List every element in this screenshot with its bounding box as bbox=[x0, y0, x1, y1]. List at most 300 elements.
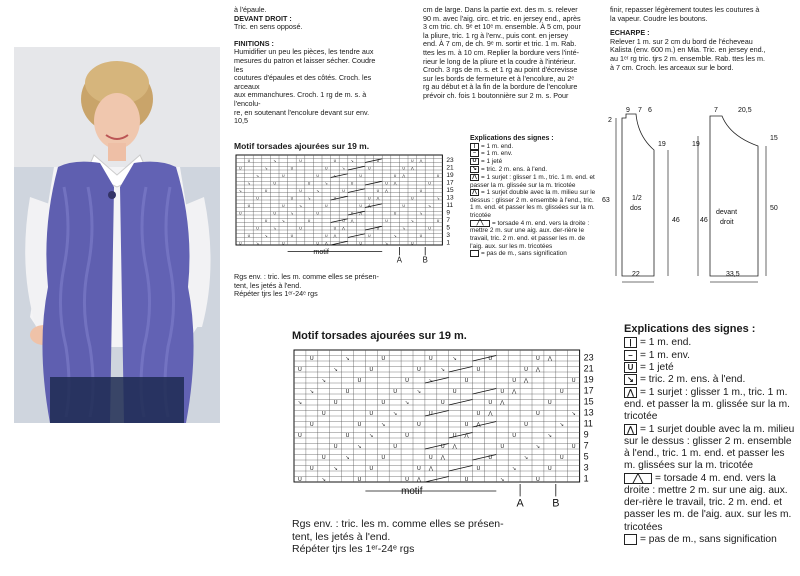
stitch-mark: U bbox=[464, 378, 469, 385]
large-legend bbox=[624, 323, 796, 546]
dim-label: 20,5 bbox=[738, 107, 752, 114]
legend-text: = 1 surjet double avec la m. milieu sur le dessus : glisser 2 m. ensemble à l'end., tric. 1 m. end. et passer les m. glissées sur la m. tricotée bbox=[470, 189, 596, 220]
legend-item bbox=[470, 220, 598, 251]
stitch-mark: U bbox=[367, 166, 371, 171]
stitch-mark: U bbox=[428, 411, 433, 418]
stitch-mark: ↘ bbox=[256, 241, 259, 246]
legend-text: = torsade 4 m. end. vers la droite : mettre 2 m. sur une aig. aux. der-rière le travail, tric. 2 m. end. et passer les m. de l'aig. aux. sur les m. tricotées bbox=[624, 472, 792, 533]
row-number: 19 bbox=[583, 374, 594, 385]
stitch-mark: ⋀ bbox=[333, 233, 337, 238]
stitch-mark: U bbox=[464, 422, 469, 429]
stitch-mark: ⋀ bbox=[452, 444, 457, 451]
text-line: à l'épaule. bbox=[234, 5, 267, 14]
text-line: à 7 cm. Croch. les arceaux sur le bord. bbox=[610, 62, 734, 72]
stitch-mark: ↘ bbox=[264, 166, 268, 171]
small-chart-notes bbox=[234, 273, 434, 299]
stitch-mark: U bbox=[299, 188, 302, 193]
legend-item bbox=[470, 150, 598, 158]
legend-text: = 1 jeté bbox=[640, 362, 674, 374]
dim-label: 50 bbox=[770, 205, 778, 212]
row-number: 9 bbox=[446, 209, 451, 217]
text-line: 90 m. avec l'aig. circ. et tric. en jersey end., après bbox=[423, 13, 581, 23]
skp-symbol-icon: ⋀ bbox=[470, 174, 479, 181]
dim-label: 22 bbox=[632, 271, 640, 278]
legend-text: = tric. 2 m. ens. à l'end. bbox=[481, 166, 548, 174]
note-line: Rgs env. : tric. les m. comme elles se présen- bbox=[234, 272, 379, 281]
stitch-mark: ↘ bbox=[333, 367, 338, 374]
stitch-mark: U bbox=[385, 218, 388, 223]
knit-symbol-icon: | bbox=[624, 337, 637, 348]
stitch-mark: ↘ bbox=[324, 181, 328, 186]
text-line: sur les bords de fermeture et à l'encolure, au 2ᵉ bbox=[423, 73, 575, 83]
row-number: 15 bbox=[583, 396, 594, 407]
stitch-mark: U bbox=[369, 367, 374, 374]
stitch-mark: ↘ bbox=[500, 477, 505, 484]
dim-label: 15 bbox=[770, 135, 778, 142]
row-number: 23 bbox=[583, 352, 594, 363]
stitch-mark: U bbox=[559, 455, 564, 462]
stitch-mark: U bbox=[273, 181, 277, 186]
stitch-mark: U bbox=[299, 158, 302, 163]
stitch-mark: U bbox=[273, 211, 277, 216]
note-line: tent, les jetés à l'end. bbox=[234, 280, 302, 290]
dim-label: 6 bbox=[648, 107, 652, 114]
stitch-mark: U bbox=[410, 158, 414, 163]
finitions-heading: FINITIONS : bbox=[234, 38, 274, 48]
row-number: 17 bbox=[446, 179, 454, 187]
stitch-mark: U bbox=[405, 433, 409, 440]
text-line: rieur le long de la pliure et la coudre à l'intérieur. bbox=[423, 56, 576, 66]
large-chart-title: Motif torsades ajourées sur 19 m. bbox=[292, 330, 467, 342]
legend-item bbox=[470, 174, 598, 189]
text-line: 3 cm tric. ch. 9ᵉ et 10ᵉ m. ensemble. À 5 cm, pour bbox=[423, 22, 581, 32]
stitch-mark: U bbox=[290, 196, 294, 201]
stitch-mark: ↘ bbox=[547, 433, 553, 440]
stitch-mark: U bbox=[436, 218, 440, 223]
stitch-mark: ⋀ bbox=[376, 196, 380, 201]
stitch-mark: ⋀ bbox=[402, 173, 406, 178]
stitch-mark: U bbox=[393, 211, 397, 216]
marker-a: A bbox=[516, 497, 524, 510]
stitch-mark: ↘ bbox=[281, 218, 285, 223]
k2tog-symbol-icon: ↘ bbox=[470, 166, 479, 173]
stitch-mark: U bbox=[512, 433, 517, 440]
dim-label: 19 bbox=[658, 141, 666, 148]
row-number: 9 bbox=[583, 429, 589, 440]
stitch-mark: U bbox=[350, 181, 354, 186]
row-number: 5 bbox=[446, 224, 451, 232]
stitch-mark: U bbox=[452, 389, 457, 396]
stitch-mark: U bbox=[476, 367, 481, 374]
stitch-mark: U bbox=[405, 378, 409, 385]
legend-text: = 1 m. end. bbox=[640, 337, 692, 349]
stitch-mark: U bbox=[367, 233, 371, 238]
stitch-mark: U bbox=[393, 389, 398, 396]
row-number: 3 bbox=[446, 232, 451, 240]
text-line: rg au début et à la fin de la bordure de l'encolure bbox=[423, 82, 578, 92]
devant-label: droit bbox=[720, 219, 734, 226]
stitch-mark: ⋀ bbox=[440, 455, 445, 462]
legend-text: = tric. 2 m. ens. à l'end. bbox=[640, 374, 746, 386]
legend-text: = 1 surjet : glisser 1 m., tric. 1 m. end. et passer la m. glissée sur la m. tricotée bbox=[624, 386, 790, 423]
stitch-mark: U bbox=[307, 181, 311, 186]
stitch-mark: ↘ bbox=[316, 188, 320, 193]
row-number: 21 bbox=[446, 164, 454, 172]
stitch-mark: U bbox=[428, 181, 431, 186]
legend-text: = pas de m., sans signification bbox=[481, 250, 567, 258]
garment-schematic bbox=[598, 106, 798, 291]
stitch-mark: U bbox=[264, 188, 268, 193]
devant-label: devant bbox=[716, 209, 738, 216]
text-line: re, en soutenant l'encolure devant sur env. 10,5 bbox=[234, 107, 370, 126]
stitch-mark: ↘ bbox=[559, 422, 564, 429]
yarn-over-symbol-icon: U bbox=[470, 158, 479, 165]
stitch-mark: U bbox=[281, 173, 285, 178]
stitch-mark: U bbox=[309, 422, 314, 429]
small-chart bbox=[234, 153, 474, 276]
dim-label: 19 bbox=[692, 141, 700, 148]
legend-item bbox=[624, 424, 796, 473]
stitch-mark: ↘ bbox=[333, 173, 337, 178]
legend-text: = 1 m. env. bbox=[640, 349, 690, 361]
large-chart-grid bbox=[292, 348, 622, 523]
row-number: 17 bbox=[583, 385, 594, 396]
stitch-mark: ⋀ bbox=[410, 166, 414, 171]
stitch-mark: ↘ bbox=[273, 158, 277, 163]
no-stitch-symbol-icon bbox=[624, 534, 637, 545]
model-photo bbox=[14, 47, 220, 423]
row-number: 11 bbox=[583, 418, 593, 429]
stitch-mark: U bbox=[402, 166, 406, 171]
stitch-mark: ↘ bbox=[299, 203, 302, 208]
row-number: 19 bbox=[446, 172, 454, 180]
stitch-mark: ↘ bbox=[342, 166, 345, 171]
row-number: 1 bbox=[446, 239, 451, 247]
marker-b: B bbox=[422, 255, 428, 265]
legend-item bbox=[624, 374, 796, 386]
stitch-mark: U bbox=[488, 400, 493, 407]
stitch-mark: U bbox=[324, 233, 328, 238]
row-number: 15 bbox=[446, 187, 454, 195]
stitch-mark: ↘ bbox=[345, 356, 350, 363]
stitch-mark: ↘ bbox=[393, 233, 397, 238]
stitch-mark: U bbox=[281, 203, 285, 208]
stitch-mark: ⋀ bbox=[350, 218, 354, 223]
stitch-mark: U bbox=[405, 477, 409, 484]
stitch-mark: ⋀ bbox=[464, 433, 469, 440]
text-column-3 bbox=[610, 6, 795, 72]
stitch-mark: U bbox=[500, 389, 505, 396]
stitch-mark: ↘ bbox=[238, 188, 242, 193]
legend-item bbox=[470, 143, 598, 151]
stitch-mark: ↘ bbox=[428, 378, 434, 385]
stitch-mark: U bbox=[316, 241, 320, 246]
legend-item bbox=[470, 158, 598, 166]
small-chart-grid bbox=[234, 153, 474, 271]
stitch-mark: ⋀ bbox=[419, 158, 423, 163]
stitch-mark: U bbox=[547, 400, 552, 407]
stitch-mark: ⋀ bbox=[428, 466, 433, 473]
stitch-mark: U bbox=[381, 455, 386, 462]
text-line: Humidifier un peu les pièces, les tendre aux bbox=[234, 47, 374, 57]
stitch-mark: U bbox=[571, 378, 576, 385]
stitch-mark: ↘ bbox=[369, 433, 374, 440]
echarpe-heading: ECHARPE : bbox=[610, 28, 650, 38]
stitch-mark: U bbox=[385, 181, 388, 186]
stitch-mark: ⋀ bbox=[512, 389, 517, 396]
stitch-mark: U bbox=[345, 389, 350, 396]
double-decrease-symbol-icon: ⋀ bbox=[624, 424, 637, 435]
stitch-mark: U bbox=[417, 466, 421, 473]
dim-label: 7 bbox=[638, 107, 642, 114]
stitch-mark: U bbox=[536, 356, 540, 363]
legend-text: = torsade 4 m. end. vers la droite : mettre 2 m. sur une aig. aux. der-rière le travail, tric. 2 m. end. et passer les m. de l'aig. aux. sur les m. tricotées bbox=[470, 219, 590, 250]
stitch-mark: U bbox=[369, 411, 374, 418]
knit-symbol-icon: | bbox=[470, 143, 479, 150]
row-number: 7 bbox=[583, 440, 589, 451]
stitch-mark: U bbox=[359, 173, 363, 178]
legend-item bbox=[624, 387, 796, 424]
stitch-mark: U bbox=[488, 356, 493, 363]
text-line: mesures du patron et laisser sécher. Coudre les bbox=[234, 55, 376, 74]
stitch-mark: U bbox=[536, 411, 540, 418]
stitch-mark: ⋀ bbox=[385, 188, 388, 193]
stitch-mark: U bbox=[410, 241, 414, 246]
stitch-mark: U bbox=[547, 466, 552, 473]
text-line: finir, repasser légèrement toutes les coutures à bbox=[610, 5, 760, 14]
stitch-mark: U bbox=[321, 411, 326, 418]
text-line: prévoir ch. fois 1 boutonnière sur 2 m. s. Pour bbox=[423, 90, 569, 100]
purl-symbol-icon: – bbox=[624, 350, 637, 361]
stitch-mark: U bbox=[393, 173, 397, 178]
row-number: 3 bbox=[583, 462, 589, 473]
stitch-mark: U bbox=[417, 422, 421, 429]
text-line: cm de large. Dans la partie ext. des m. s. relever bbox=[423, 5, 578, 14]
stitch-mark: U bbox=[436, 173, 440, 178]
stitch-mark: ↘ bbox=[436, 196, 440, 201]
row-number: 5 bbox=[583, 451, 589, 462]
stitch-mark: ↘ bbox=[290, 211, 294, 216]
legend-item bbox=[624, 473, 796, 534]
dim-label: 9 bbox=[626, 107, 630, 114]
stitch-mark: U bbox=[307, 218, 311, 223]
stitch-mark: U bbox=[256, 196, 259, 201]
stitch-mark: U bbox=[376, 188, 380, 193]
stitch-mark: ⋀ bbox=[324, 241, 328, 246]
dim-label: 33,5 bbox=[726, 271, 740, 278]
stitch-mark: U bbox=[410, 196, 414, 201]
stitch-mark: U bbox=[476, 411, 481, 418]
stitch-mark: U bbox=[357, 422, 362, 429]
stitch-mark: U bbox=[345, 433, 350, 440]
text-line: aux emmanchures. Croch. 1 rg de m. s. à l'encolu- bbox=[234, 90, 367, 108]
stitch-mark: U bbox=[428, 356, 433, 363]
stitch-mark: U bbox=[247, 158, 251, 163]
stitch-mark: U bbox=[238, 166, 242, 171]
stitch-mark: ⋀ bbox=[488, 411, 493, 418]
stitch-mark: U bbox=[238, 211, 242, 216]
text-line: coutures d'épaules et des côtés. Croch. les arceaux bbox=[234, 73, 372, 91]
large-chart-notes bbox=[292, 518, 612, 556]
stitch-mark: U bbox=[417, 367, 421, 374]
stitch-mark: ↘ bbox=[511, 466, 517, 473]
stitch-mark: U bbox=[524, 422, 528, 429]
stitch-mark: U bbox=[440, 444, 445, 451]
stitch-mark: U bbox=[571, 444, 576, 451]
text-column-2 bbox=[423, 6, 593, 101]
stitch-mark: U bbox=[309, 356, 314, 363]
stitch-mark: U bbox=[342, 188, 345, 193]
legend-text: = 1 surjet double avec la m. milieu sur le dessus : glisser 2 m. ensemble à l'end., tric. 1 m. end. et passer les m. glissées sur la m. tricotée bbox=[624, 423, 795, 472]
stitch-mark: ↘ bbox=[297, 400, 303, 407]
stitch-mark: ⋀ bbox=[359, 211, 363, 216]
stitch-mark: U bbox=[452, 433, 457, 440]
stitch-mark: U bbox=[419, 233, 423, 238]
legend-item bbox=[470, 250, 598, 258]
stitch-mark: U bbox=[357, 378, 362, 385]
legend-item bbox=[470, 166, 598, 174]
stitch-mark: ⋀ bbox=[416, 477, 422, 484]
cable-symbol-icon: ╱╲ bbox=[470, 220, 490, 227]
stitch-mark: U bbox=[500, 444, 505, 451]
stitch-mark: U bbox=[298, 433, 302, 440]
stitch-mark: U bbox=[476, 466, 481, 473]
stitch-mark: U bbox=[357, 477, 362, 484]
stitch-mark: ⋀ bbox=[367, 203, 371, 208]
stitch-mark: U bbox=[290, 233, 294, 238]
stitch-mark: ↘ bbox=[247, 181, 251, 186]
text-line: Relever 1 m. sur 2 cm du bord de l'écheveau bbox=[610, 36, 753, 46]
marker-b: B bbox=[552, 497, 560, 510]
large-legend-title: Explications des signes : bbox=[624, 323, 756, 335]
large-chart bbox=[292, 348, 622, 528]
stitch-mark: ↘ bbox=[381, 422, 386, 429]
stitch-mark: U bbox=[281, 241, 285, 246]
stitch-mark: ↘ bbox=[571, 411, 576, 418]
stitch-mark: ↘ bbox=[404, 400, 410, 407]
stitch-mark: ↘ bbox=[416, 389, 422, 396]
dos-label: dos bbox=[630, 205, 642, 212]
text-line: end. À 7 cm, de ch. 9ᵉ m. sortir et tric. 1 m. Rab. bbox=[423, 39, 577, 49]
stitch-mark: ↘ bbox=[350, 158, 354, 163]
stitch-mark: ↘ bbox=[410, 218, 414, 223]
stitch-mark: ↘ bbox=[321, 477, 326, 484]
stitch-mark: U bbox=[376, 158, 380, 163]
skp-symbol-icon: ⋀ bbox=[624, 387, 637, 398]
stitch-mark: ↘ bbox=[309, 389, 315, 396]
text-line: au 1ᵉʳ rg tric. tjrs 2 m. ensemble. Rab. ttes les m. bbox=[610, 53, 765, 63]
small-legend bbox=[470, 135, 598, 258]
double-decrease-symbol-icon: ⋀ bbox=[470, 189, 479, 196]
stitch-mark: U bbox=[333, 158, 337, 163]
repeat-line: Répéter tjrs les 1ᵉʳ-24ᵉ rgs bbox=[292, 543, 415, 555]
stitch-mark: U bbox=[321, 455, 326, 462]
stitch-mark: ⋀ bbox=[500, 400, 505, 407]
text-line: la pliure, tric. 1 rg à l'env., puis cont. en jersey bbox=[423, 30, 569, 40]
stitch-mark: ↘ bbox=[535, 444, 541, 451]
legend-item bbox=[624, 350, 796, 362]
stitch-mark: U bbox=[381, 356, 386, 363]
stitch-mark: U bbox=[333, 444, 338, 451]
motif-label: motif bbox=[313, 247, 329, 256]
legend-item bbox=[624, 362, 796, 374]
stitch-mark: ⋀ bbox=[523, 378, 529, 385]
repeat-line: Répéter tjrs les 1ᵉʳ-24ᵉ rgs bbox=[234, 289, 318, 299]
stitch-mark: ↘ bbox=[321, 378, 326, 385]
stitch-mark: U bbox=[333, 400, 338, 407]
stitch-mark: U bbox=[264, 218, 268, 223]
stitch-mark: U bbox=[428, 455, 433, 462]
note-line: tent, les jetés à l'end. bbox=[292, 530, 391, 543]
stitch-mark: ⋀ bbox=[547, 356, 552, 363]
stitch-mark: U bbox=[298, 477, 302, 484]
dos-label: 1/2 bbox=[632, 195, 642, 202]
marker-a: A bbox=[396, 255, 403, 265]
stitch-mark: ↘ bbox=[307, 196, 311, 201]
motif-label: motif bbox=[401, 486, 423, 498]
stitch-mark: U bbox=[256, 226, 259, 231]
stitch-mark: U bbox=[350, 211, 354, 216]
stitch-mark: ⋀ bbox=[342, 226, 345, 231]
stitch-mark: U bbox=[393, 444, 398, 451]
stitch-mark: U bbox=[381, 400, 386, 407]
stitch-mark: ⋀ bbox=[393, 181, 397, 186]
text-line: Kalista (env. 600 m.) en Mia. Tric. en jersey end., bbox=[610, 45, 766, 55]
dim-label: 46 bbox=[672, 217, 680, 224]
row-number: 13 bbox=[446, 194, 454, 202]
stitch-mark: ↘ bbox=[419, 211, 423, 216]
stitch-mark: U bbox=[559, 389, 564, 396]
row-number: 21 bbox=[583, 363, 594, 374]
stitch-mark: ↘ bbox=[357, 444, 362, 451]
stitch-mark: U bbox=[247, 203, 251, 208]
stitch-mark: U bbox=[367, 196, 371, 201]
stitch-mark: U bbox=[512, 378, 517, 385]
stitch-mark: ⋀ bbox=[535, 367, 541, 374]
text-line: la vapeur. Coudre les boutons. bbox=[610, 13, 708, 23]
legend-item bbox=[624, 534, 796, 546]
legend-text: = pas de m., sans signification bbox=[640, 533, 777, 545]
stitch-mark: U bbox=[369, 466, 374, 473]
stitch-mark: ↘ bbox=[440, 367, 445, 374]
stitch-mark: U bbox=[290, 166, 294, 171]
row-number: 1 bbox=[583, 473, 589, 484]
stitch-mark: U bbox=[298, 367, 302, 374]
stitch-mark: U bbox=[299, 226, 302, 231]
stitch-mark: U bbox=[440, 400, 445, 407]
stitch-mark: U bbox=[247, 233, 251, 238]
dim-label: 46 bbox=[700, 217, 708, 224]
stitch-mark: U bbox=[324, 166, 328, 171]
devant-droit-heading: DEVANT DROIT : bbox=[234, 13, 292, 23]
stitch-mark: U bbox=[316, 173, 320, 178]
stitch-mark: U bbox=[359, 241, 363, 246]
stitch-mark: U bbox=[333, 196, 337, 201]
dim-label: 2 bbox=[608, 117, 612, 124]
stitch-mark: U bbox=[376, 226, 380, 231]
row-number: 7 bbox=[446, 217, 451, 225]
stitch-mark: U bbox=[238, 241, 242, 246]
small-chart-title: Motif torsades ajourées sur 19 m. bbox=[234, 141, 370, 151]
stitch-mark: U bbox=[428, 226, 431, 231]
stitch-mark: U bbox=[402, 203, 406, 208]
legend-item bbox=[470, 189, 598, 220]
row-number: 23 bbox=[446, 157, 454, 165]
stitch-mark: ↘ bbox=[392, 411, 398, 418]
note-line: Rgs env. : tric. les m. comme elles se présen- bbox=[292, 518, 504, 530]
legend-text: = 1 m. end. bbox=[481, 142, 514, 150]
stitch-mark: U bbox=[524, 367, 528, 374]
